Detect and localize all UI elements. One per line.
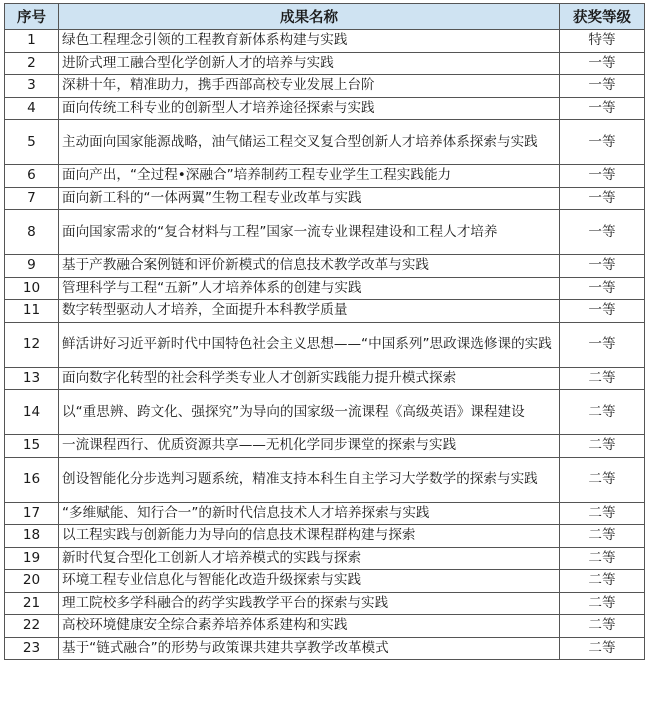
row-achievement-name: 环境工程专业信息化与智能化改造升级探索与实践	[59, 570, 560, 593]
table-row	[5, 547, 645, 570]
row-serial-number: 10	[5, 277, 59, 300]
row-achievement-name: 面向数字化转型的社会科学类专业人才创新实践能力提升模式探索	[59, 367, 560, 390]
row-serial-number: 20	[5, 570, 59, 593]
row-serial-number: 18	[5, 525, 59, 548]
row-serial-number: 11	[5, 300, 59, 323]
row-serial-number: 23	[5, 637, 59, 660]
row-achievement-name: 以“重思辨、跨文化、强探究”为导向的国家级一流课程《高级英语》课程建设	[59, 390, 560, 435]
row-serial-number: 12	[5, 322, 59, 367]
row-serial-number: 9	[5, 255, 59, 278]
row-award-level: 一等	[560, 75, 645, 98]
row-award-level: 二等	[560, 547, 645, 570]
table-row	[5, 120, 645, 165]
table-row	[5, 322, 645, 367]
table-row	[5, 300, 645, 323]
table-row	[5, 457, 645, 502]
row-achievement-name: 深耕十年，精准助力，携手西部高校专业发展上台阶	[59, 75, 560, 98]
row-achievement-name: 以工程实践与创新能力为导向的信息技术课程群构建与探索	[59, 525, 560, 548]
row-award-level: 一等	[560, 277, 645, 300]
row-achievement-name: 鲜活讲好习近平新时代中国特色社会主义思想——“中国系列”思政课选修课的实践	[59, 322, 560, 367]
table-row	[5, 97, 645, 120]
row-serial-number: 13	[5, 367, 59, 390]
row-award-level: 二等	[560, 367, 645, 390]
table-row	[5, 502, 645, 525]
table-row	[5, 592, 645, 615]
table-row	[5, 165, 645, 188]
header-award-level: 获奖等级	[560, 4, 645, 30]
table-row	[5, 525, 645, 548]
row-award-level: 二等	[560, 592, 645, 615]
table-row	[5, 75, 645, 98]
row-award-level: 一等	[560, 187, 645, 210]
table-row	[5, 637, 645, 660]
row-achievement-name: 数字转型驱动人才培养，全面提升本科教学质量	[59, 300, 560, 323]
row-achievement-name: 基于产教融合案例链和评价新模式的信息技术教学改革与实践	[59, 255, 560, 278]
row-serial-number: 3	[5, 75, 59, 98]
table-row	[5, 52, 645, 75]
row-achievement-name: 绿色工程理念引领的工程教育新体系构建与实践	[59, 30, 560, 53]
row-award-level: 特等	[560, 30, 645, 53]
row-achievement-name: “多维赋能、知行合一”的新时代信息技术人才培养探索与实践	[59, 502, 560, 525]
row-achievement-name: 进阶式理工融合型化学创新人才的培养与实践	[59, 52, 560, 75]
row-achievement-name: 主动面向国家能源战略，油气储运工程交叉复合型创新人才培养体系探索与实践	[59, 120, 560, 165]
table-row	[5, 210, 645, 255]
row-award-level: 一等	[560, 52, 645, 75]
row-award-level: 二等	[560, 525, 645, 548]
table-row	[5, 615, 645, 638]
table-row	[5, 435, 645, 458]
row-serial-number: 7	[5, 187, 59, 210]
table-header-row	[5, 4, 645, 30]
table-row	[5, 255, 645, 278]
row-serial-number: 15	[5, 435, 59, 458]
row-achievement-name: 面向国家需求的“复合材料与工程”国家一流专业课程建设和工程人才培养	[59, 210, 560, 255]
row-serial-number: 2	[5, 52, 59, 75]
row-achievement-name: 理工院校多学科融合的药学实践教学平台的探索与实践	[59, 592, 560, 615]
row-award-level: 二等	[560, 435, 645, 458]
row-serial-number: 17	[5, 502, 59, 525]
row-award-level: 二等	[560, 390, 645, 435]
row-award-level: 一等	[560, 210, 645, 255]
row-award-level: 二等	[560, 502, 645, 525]
row-achievement-name: 基于“链式融合”的形势与政策课共建共享教学改革模式	[59, 637, 560, 660]
table-row	[5, 367, 645, 390]
row-serial-number: 21	[5, 592, 59, 615]
row-serial-number: 4	[5, 97, 59, 120]
row-achievement-name: 高校环境健康安全综合素养培养体系建构和实践	[59, 615, 560, 638]
row-achievement-name: 管理科学与工程“五新”人才培养体系的创建与实践	[59, 277, 560, 300]
row-award-level: 二等	[560, 615, 645, 638]
row-award-level: 二等	[560, 637, 645, 660]
row-award-level: 一等	[560, 97, 645, 120]
table-row	[5, 570, 645, 593]
row-award-level: 一等	[560, 120, 645, 165]
row-award-level: 一等	[560, 255, 645, 278]
row-serial-number: 16	[5, 457, 59, 502]
header-achievement-name: 成果名称	[59, 4, 560, 30]
header-serial-number: 序号	[5, 4, 59, 30]
table-row	[5, 390, 645, 435]
row-award-level: 一等	[560, 300, 645, 323]
table-row	[5, 30, 645, 53]
row-achievement-name: 一流课程西行、优质资源共享——无机化学同步课堂的探索与实践	[59, 435, 560, 458]
row-serial-number: 1	[5, 30, 59, 53]
row-award-level: 二等	[560, 457, 645, 502]
row-serial-number: 8	[5, 210, 59, 255]
row-serial-number: 19	[5, 547, 59, 570]
row-award-level: 一等	[560, 165, 645, 188]
row-serial-number: 22	[5, 615, 59, 638]
table-row	[5, 277, 645, 300]
row-achievement-name: 创设智能化分步选判习题系统，精准支持本科生自主学习大学数学的探索与实践	[59, 457, 560, 502]
row-achievement-name: 面向传统工科专业的创新型人才培养途径探索与实践	[59, 97, 560, 120]
row-achievement-name: 面向产出，“全过程•深融合”培养制药工程专业学生工程实践能力	[59, 165, 560, 188]
row-serial-number: 6	[5, 165, 59, 188]
row-serial-number: 14	[5, 390, 59, 435]
row-achievement-name: 面向新工科的“一体两翼”生物工程专业改革与实践	[59, 187, 560, 210]
row-award-level: 一等	[560, 322, 645, 367]
row-serial-number: 5	[5, 120, 59, 165]
row-achievement-name: 新时代复合型化工创新人才培养模式的实践与探索	[59, 547, 560, 570]
row-award-level: 二等	[560, 570, 645, 593]
table-row	[5, 187, 645, 210]
awards-table	[4, 3, 645, 660]
